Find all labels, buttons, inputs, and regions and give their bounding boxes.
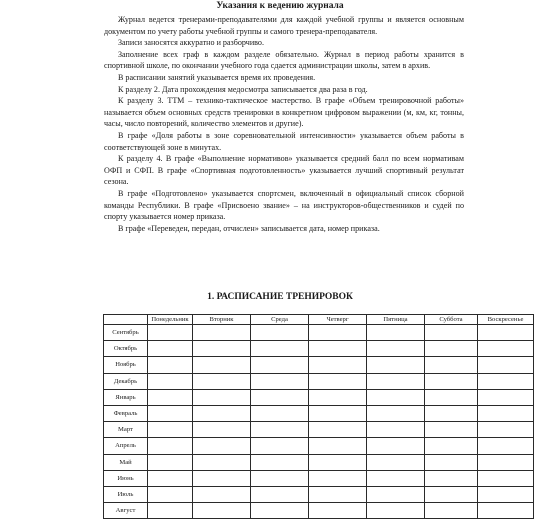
schedule-row — [104, 389, 534, 405]
schedule-cell[interactable] — [148, 373, 193, 389]
schedule-cell[interactable] — [193, 486, 251, 502]
schedule-cell[interactable] — [367, 405, 425, 421]
schedule-cell[interactable] — [478, 454, 534, 470]
schedule-cell[interactable] — [478, 438, 534, 454]
schedule-cell[interactable] — [148, 341, 193, 357]
month-label: Июнь — [104, 470, 148, 486]
schedule-cell[interactable] — [478, 503, 534, 519]
day-header: Четверг — [309, 315, 367, 325]
schedule-cell[interactable] — [425, 503, 478, 519]
schedule-cell[interactable] — [367, 454, 425, 470]
schedule-cell[interactable] — [193, 405, 251, 421]
instruction-paragraph: В графе «Переведен, передан, отчислен» записывается дата, номер приказа. — [118, 223, 380, 233]
schedule-row — [104, 503, 534, 519]
schedule-cell[interactable] — [148, 438, 193, 454]
schedule-cell[interactable] — [148, 325, 193, 341]
day-header: Среда — [251, 315, 309, 325]
instruction-paragraph: В графе «Подготовлено» указывается спортсмен, включенный в официальный список сборной команды Республики. В графе «Присвоено звание» – на инструкторов-общественников и судей по спорту указывается номер приказа. — [104, 188, 464, 222]
month-label: Январь — [104, 389, 148, 405]
schedule-row — [104, 470, 534, 486]
schedule-cell[interactable] — [367, 357, 425, 373]
schedule-cell[interactable] — [367, 486, 425, 502]
schedule-cell[interactable] — [148, 454, 193, 470]
month-label: Сентябрь — [104, 325, 148, 341]
schedule-cell[interactable] — [309, 373, 367, 389]
schedule-cell[interactable] — [148, 405, 193, 421]
schedule-row — [104, 438, 534, 454]
schedule-cell[interactable] — [251, 405, 309, 421]
month-label: Апрель — [104, 438, 148, 454]
schedule-cell[interactable] — [425, 422, 478, 438]
schedule-row — [104, 357, 534, 373]
schedule-cell[interactable] — [478, 325, 534, 341]
day-header: Суббота — [425, 315, 478, 325]
schedule-cell[interactable] — [425, 373, 478, 389]
month-label: Ноябрь — [104, 357, 148, 373]
schedule-cell[interactable] — [425, 405, 478, 421]
month-label: Декабрь — [104, 373, 148, 389]
schedule-row — [104, 325, 534, 341]
schedule-cell[interactable] — [367, 325, 425, 341]
schedule-cell[interactable] — [425, 486, 478, 502]
schedule-cell[interactable] — [193, 454, 251, 470]
schedule-cell[interactable] — [425, 454, 478, 470]
section-title: 1. РАСПИСАНИЕ ТРЕНИРОВОК — [207, 292, 353, 302]
schedule-row — [104, 454, 534, 470]
schedule-cell[interactable] — [148, 486, 193, 502]
schedule-cell[interactable] — [148, 422, 193, 438]
schedule-row — [104, 373, 534, 389]
schedule-row — [104, 405, 534, 421]
schedule-cell[interactable] — [309, 454, 367, 470]
schedule-row — [104, 486, 534, 502]
schedule-cell[interactable] — [148, 357, 193, 373]
month-label: Август — [104, 503, 148, 519]
schedule-cell[interactable] — [193, 325, 251, 341]
schedule-cell[interactable] — [425, 357, 478, 373]
schedule-cell[interactable] — [309, 389, 367, 405]
day-header: Вторник — [193, 315, 251, 325]
schedule-cell[interactable] — [251, 389, 309, 405]
page-title: Указания к ведению журнала — [216, 1, 344, 11]
instruction-paragraph: Записи заносятся аккуратно и разборчиво. — [118, 38, 265, 48]
instruction-paragraph: К разделу 2. Дата прохождения медосмотра записывается два раза в год. — [118, 84, 368, 94]
schedule-cell[interactable] — [309, 357, 367, 373]
schedule-cell[interactable] — [367, 373, 425, 389]
schedule-cell[interactable] — [148, 470, 193, 486]
schedule-cell[interactable] — [309, 470, 367, 486]
instruction-paragraph: К разделу 3. ТТМ – технико-тактическое мастерство. В графе «Объем тренировочной работы» называется объем основных средств тренировки в конкретном цифровом выражении (м, км, кг, тонны, часы, число повторений, количество элементов и другие). — [104, 96, 464, 129]
schedule-cell[interactable] — [251, 486, 309, 502]
instruction-paragraph: К разделу 4. В графе «Выполнение нормативов» указывается средний балл по всем нормативам ОФП и СФП. В графе «Спортивная подготовленность» указывается лучший спортивный результат сезона. — [104, 154, 464, 187]
schedule-cell[interactable] — [251, 422, 309, 438]
schedule-cell[interactable] — [478, 341, 534, 357]
month-label: Февраль — [104, 405, 148, 421]
schedule-cell[interactable] — [367, 341, 425, 357]
month-label: Октябрь — [104, 341, 148, 357]
schedule-cell[interactable] — [367, 503, 425, 519]
schedule-row — [104, 422, 534, 438]
instruction-paragraph: В графе «Доля работы в зоне соревновательной интенсивности» указывается объем работы в соответствующей зоне в минутах. — [104, 130, 464, 152]
month-label: Март — [104, 422, 148, 438]
instruction-paragraph: В расписании занятий указывается время их проведения. — [118, 72, 316, 82]
instruction-paragraph: Заполнение всех граф в каждом разделе обязательно. Журнал в период работы хранится в спортивной школе, по окончании учебного года сдается администрации школы, затем в архив. — [104, 49, 464, 71]
schedule-cell[interactable] — [425, 470, 478, 486]
schedule-cell[interactable] — [309, 486, 367, 502]
schedule-cell[interactable] — [425, 389, 478, 405]
schedule-cell[interactable] — [478, 422, 534, 438]
schedule-cell[interactable] — [251, 454, 309, 470]
schedule-cell[interactable] — [309, 325, 367, 341]
schedule-cell[interactable] — [251, 438, 309, 454]
schedule-cell[interactable] — [309, 438, 367, 454]
schedule-row — [104, 341, 534, 357]
schedule-cell[interactable] — [193, 503, 251, 519]
schedule-cell[interactable] — [309, 405, 367, 421]
schedule-cell[interactable] — [309, 503, 367, 519]
schedule-cell[interactable] — [367, 389, 425, 405]
schedule-table — [103, 314, 534, 519]
schedule-cell[interactable] — [478, 405, 534, 421]
month-label: Июль — [104, 486, 148, 502]
schedule-cell[interactable] — [425, 325, 478, 341]
corner-cell — [104, 315, 148, 325]
day-header: Пятница — [367, 315, 425, 325]
schedule-header-row — [104, 315, 534, 325]
schedule-cell[interactable] — [251, 503, 309, 519]
schedule-cell[interactable] — [478, 470, 534, 486]
instructions-text — [104, 14, 464, 234]
schedule-cell[interactable] — [148, 503, 193, 519]
schedule-cell[interactable] — [193, 389, 251, 405]
schedule-cell[interactable] — [251, 470, 309, 486]
schedule-cell[interactable] — [193, 438, 251, 454]
schedule-cell[interactable] — [148, 389, 193, 405]
schedule-cell[interactable] — [251, 373, 309, 389]
month-label: Май — [104, 454, 148, 470]
schedule-cell[interactable] — [193, 373, 251, 389]
schedule-cell[interactable] — [193, 357, 251, 373]
schedule-cell[interactable] — [425, 341, 478, 357]
day-header: Понедельник — [148, 315, 193, 325]
schedule-cell[interactable] — [309, 422, 367, 438]
schedule-cell[interactable] — [425, 438, 478, 454]
schedule-cell[interactable] — [251, 325, 309, 341]
schedule-cell[interactable] — [251, 357, 309, 373]
instruction-paragraph: Журнал ведется тренерами-преподавателями для каждой учебной группы и является основным документом по учету работы учебной группы и самого тренера-преподавателя. — [104, 15, 464, 36]
schedule-cell[interactable] — [367, 470, 425, 486]
schedule-cell[interactable] — [478, 373, 534, 389]
schedule-cell[interactable] — [367, 438, 425, 454]
day-header: Воскресенье — [478, 315, 534, 325]
schedule-cell[interactable] — [367, 422, 425, 438]
schedule-cell[interactable] — [251, 341, 309, 357]
schedule-cell[interactable] — [478, 486, 534, 502]
schedule-cell[interactable] — [309, 341, 367, 357]
schedule-cell[interactable] — [193, 341, 251, 357]
schedule-cell[interactable] — [193, 422, 251, 438]
schedule-cell[interactable] — [478, 389, 534, 405]
schedule-cell[interactable] — [478, 357, 534, 373]
schedule-cell[interactable] — [193, 470, 251, 486]
